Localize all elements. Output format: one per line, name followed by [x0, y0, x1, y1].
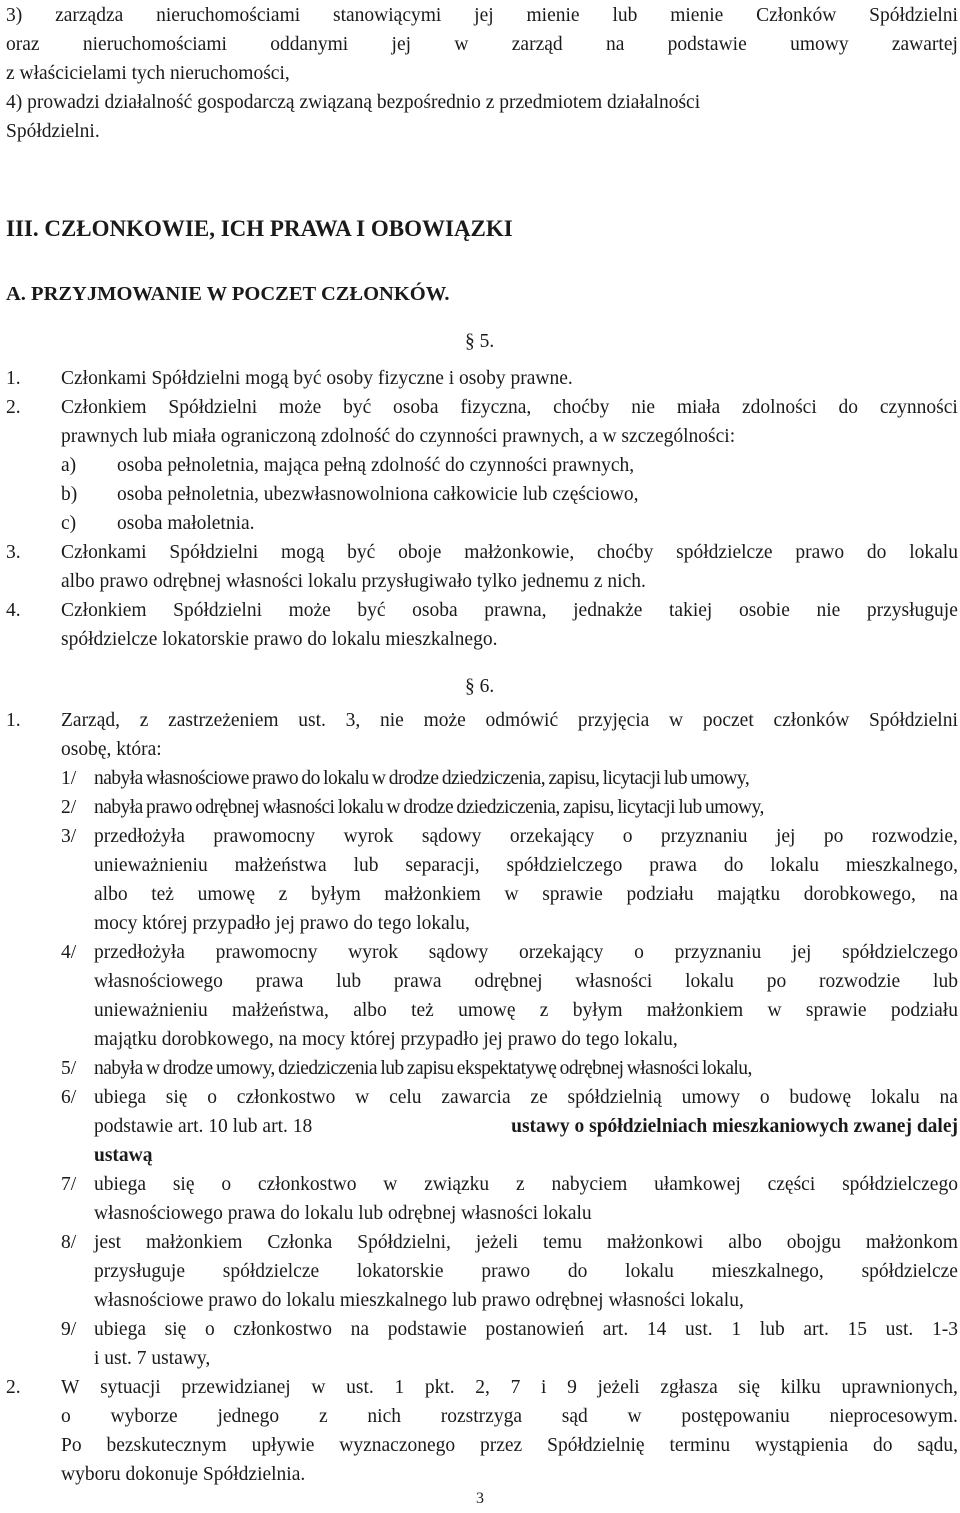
point-3-line-2	[6, 30, 958, 59]
word: nieprocesowym.	[829, 1406, 958, 1427]
word: Członkiem	[61, 600, 147, 621]
word: małżeństwa	[234, 855, 327, 876]
p6-sub-8-line-1	[94, 1228, 958, 1257]
p5-item-3-line-2: albo prawo odrębnej własności lokalu przysługiwało tylko jednemu z nich.	[61, 571, 646, 592]
word: Członkiem	[61, 397, 147, 418]
word: z	[539, 1000, 549, 1021]
p6-sub-2-text: nabyła prawo odrębnej własności lokalu w drodze dziedziczenia, zapisu, licytacji lub umowy,	[94, 797, 764, 818]
chapter-heading: III. CZŁONKOWIE, ICH PRAWA I OBOWIĄZKI	[6, 216, 513, 241]
p6-sub-5-number: 5/	[61, 1058, 77, 1079]
word: małżonkowi	[606, 1232, 704, 1253]
point-4-line-1: 4) prowadzi działalność gospodarczą związaną bezpośrednio z przedmiotem działalności	[6, 92, 701, 113]
word: członków	[773, 710, 850, 731]
p6-sub-8-line-3: własnościowe prawo do lokalu mieszkalnego lub prawo odrębnej własności lokalu,	[94, 1290, 744, 1311]
p5-sub-c-label: c)	[61, 513, 77, 534]
word: przyjęcia	[577, 710, 650, 731]
p6-sub-8-line-2	[94, 1257, 958, 1286]
word: Spółdzielni	[169, 542, 259, 563]
word: po	[823, 826, 844, 847]
word: Członków	[756, 5, 837, 26]
word: o	[622, 826, 633, 847]
word: spółdzielnią	[567, 1087, 662, 1108]
word: obojgu	[786, 1232, 841, 1253]
word: art.	[602, 1319, 629, 1340]
word: Członka	[267, 1232, 333, 1253]
word: przez	[480, 1435, 523, 1456]
word: miała	[676, 397, 721, 418]
word: własności	[575, 971, 653, 992]
word: z	[516, 1174, 525, 1195]
word: prawomocny	[215, 942, 318, 963]
word: jej	[791, 942, 812, 963]
word: postępowaniu	[681, 1406, 790, 1427]
word: osoba	[412, 600, 458, 621]
word: związku	[424, 1174, 490, 1195]
word: 1	[731, 1319, 742, 1340]
word: do	[567, 1261, 588, 1282]
word: spółdzielcze	[222, 1261, 320, 1282]
word: wyrok	[343, 826, 394, 847]
word: nich	[367, 1406, 401, 1427]
word: oraz	[6, 34, 40, 55]
word: być	[357, 600, 386, 621]
word: Spółdzielni	[869, 5, 958, 26]
word: rozwodzie,	[871, 826, 958, 847]
word: Spółdzielni,	[357, 1232, 451, 1253]
word: nieruchomościami	[82, 34, 227, 55]
word: z	[139, 710, 149, 731]
word: Spółdzielni	[168, 397, 258, 418]
word: o	[221, 1174, 232, 1195]
word: mienie	[670, 5, 724, 26]
paragraph-5-mark: § 5.	[465, 331, 495, 352]
p6-item-2-line-2	[61, 1402, 958, 1431]
word: majątku	[717, 884, 781, 905]
section-heading: A. PRZYJMOWANIE W POCZET CZŁONKÓW.	[6, 283, 450, 305]
word: ubiega	[94, 1087, 146, 1108]
word: przedłożyła	[94, 826, 185, 847]
word: orzekający	[509, 826, 595, 847]
p6-sub-3-line-3	[94, 880, 958, 909]
word: też	[411, 1000, 434, 1021]
p6-sub-9-line-2: i ust. 7 ustawy,	[94, 1348, 211, 1369]
word: lokalu	[770, 855, 819, 876]
word: poczet	[702, 710, 754, 731]
word: też	[151, 884, 174, 905]
word: rozstrzyga	[440, 1406, 522, 1427]
p5-item-2-line-2: prawnych lub miała ograniczoną zdolność do czynności prawnych, a w szczególności:	[61, 426, 736, 447]
word: z	[318, 1406, 328, 1427]
word: może	[279, 397, 322, 418]
p5-item-4-line-2: spółdzielcze lokatorskie prawo do lokalu mieszkalnego.	[61, 629, 498, 650]
word: sprawie	[542, 884, 603, 905]
word: małżonkom	[865, 1232, 958, 1253]
p6-item-1-number: 1.	[6, 710, 21, 731]
p5-sub-b-text: osoba pełnoletnia, ubezwłasnowolniona całkowicie lub częściowo,	[117, 484, 639, 505]
word: członkostwo	[233, 1319, 332, 1340]
word: na	[605, 34, 625, 55]
word: zgłasza	[660, 1377, 718, 1398]
word: jest	[94, 1232, 122, 1253]
word: 1	[394, 1377, 405, 1398]
word: o	[207, 1087, 217, 1108]
word: budowę	[789, 1087, 852, 1108]
word: mieszkalnego,	[845, 855, 958, 876]
word: lokatorskie	[356, 1261, 444, 1282]
word: osoba	[393, 397, 439, 418]
word: odmówić	[485, 710, 559, 731]
p6-sub-1-text: nabyła własnościowe prawo do lokalu w drodze dziedziczenia, zapisu, licytacji lub umowy,	[94, 768, 750, 789]
word: nie	[380, 710, 404, 731]
word: spółdzielczego	[842, 1174, 958, 1195]
word: do	[866, 542, 887, 563]
word: sądu,	[917, 1435, 958, 1456]
point-3-line-1	[6, 1, 958, 30]
p6-sub-3-line-4: mocy której przypadło jej prawo do tego lokalu,	[94, 913, 470, 934]
word: przyznaniu	[660, 826, 748, 847]
word: prawo	[481, 1261, 531, 1282]
word: zawartej	[891, 34, 958, 55]
word: separacji,	[405, 855, 480, 876]
word: celu	[389, 1087, 422, 1108]
word: postanowień	[485, 1319, 585, 1340]
word: terminu	[669, 1435, 731, 1456]
word: w	[767, 1000, 782, 1021]
word: przysługuje	[94, 1261, 185, 1282]
p5-item-1-number: 1.	[6, 368, 21, 389]
word: kilku	[780, 1377, 821, 1398]
word: mienie	[526, 5, 580, 26]
word: małżonkiem	[646, 1000, 744, 1021]
p6-sub-6-number: 6/	[61, 1087, 77, 1108]
word: prawa	[393, 971, 442, 992]
word: być	[343, 397, 372, 418]
p5-item-4-line-1	[61, 596, 958, 625]
word: osobie	[738, 600, 790, 621]
p5-sub-b-label: b)	[61, 484, 78, 505]
word: po	[766, 971, 787, 992]
p6-item-2-line-1	[61, 1373, 958, 1402]
word: o	[61, 1406, 71, 1427]
statute-reference: ustawy o spółdzielniach mieszkaniowych zwanej dalej	[511, 1116, 958, 1137]
word: na	[350, 1319, 370, 1340]
word: 1-3	[931, 1319, 958, 1340]
word: prawa	[255, 971, 304, 992]
word: zarząd	[511, 34, 563, 55]
word: jej	[775, 826, 796, 847]
point-4-line-2: Spółdzielni.	[6, 121, 100, 142]
word: odrębnej	[474, 971, 543, 992]
word: do	[723, 855, 744, 876]
word: na	[939, 884, 958, 905]
word: ust.	[885, 1319, 914, 1340]
word: orzekający	[518, 942, 604, 963]
p6-sub-4-line-2	[94, 967, 958, 996]
word: fizyczna,	[460, 397, 532, 418]
word: o	[205, 1319, 215, 1340]
word: nie	[816, 600, 841, 621]
word: umowę	[197, 884, 255, 905]
p6-sub-9-number: 9/	[61, 1319, 77, 1340]
p6-sub-4-line-4: majątku dorobkowego, na mocy której przypadło jej prawo do tego lokalu,	[94, 1029, 678, 1050]
word: zdolności	[742, 397, 817, 418]
word: 3)	[6, 5, 23, 26]
word: wyrok	[348, 942, 398, 963]
word: członkostwo	[257, 1174, 357, 1195]
word: się	[172, 1174, 195, 1195]
word: lokalu	[625, 1261, 674, 1282]
word: pkt.	[424, 1377, 455, 1398]
p6-sub-4-line-1	[94, 938, 958, 967]
p5-item-2-line-1	[61, 393, 958, 422]
word: sprawie	[805, 1000, 867, 1021]
word: do	[838, 397, 859, 418]
word: art.	[803, 1319, 829, 1340]
word: uprawnionych,	[841, 1377, 958, 1398]
p6-item-1-line-2: osobę, która:	[61, 739, 162, 760]
word: Spółdzielni	[869, 710, 958, 731]
word: Po	[61, 1435, 82, 1456]
word: bezskutecznym	[106, 1435, 227, 1456]
word: w	[311, 1377, 326, 1398]
word: albo	[728, 1232, 762, 1253]
p5-item-1-text: Członkami Spółdzielni mogą być osoby fizyczne i osoby prawne.	[61, 368, 573, 389]
word: się	[164, 1319, 187, 1340]
p5-sub-a-label: a)	[61, 455, 77, 476]
word: nieruchomościami	[156, 5, 301, 26]
word: byłym	[310, 884, 361, 905]
word: w	[383, 1174, 398, 1195]
word: 15	[847, 1319, 867, 1340]
word: jej	[474, 5, 494, 26]
word: jeżeli	[597, 1377, 640, 1398]
p6-sub-3-number: 3/	[61, 826, 77, 847]
word: małżeństwa,	[232, 1000, 329, 1021]
word: w	[355, 1087, 370, 1108]
word: zastrzeżeniem	[168, 710, 279, 731]
word: sądowy	[421, 826, 482, 847]
p6-sub-7-line-2: własnościowego prawa do lokalu lub odrębnej własności lokalu	[94, 1203, 592, 1224]
word: W	[61, 1377, 80, 1398]
p6-sub-6-line-2: podstawie art. 10 lub art. 18 ustawy o spółdzielniach mieszkaniowych zwanej dalej	[94, 1112, 958, 1141]
word: na	[939, 1087, 958, 1108]
word: wyborze	[110, 1406, 178, 1427]
p5-item-3-number: 3.	[6, 542, 21, 563]
word: unieważnieniu	[94, 1000, 208, 1021]
word: w	[669, 710, 684, 731]
word: mieszkalnego,	[711, 1261, 824, 1282]
word: części	[767, 1174, 816, 1195]
p6-item-2-line-4: wyboru dokonuje Spółdzielnia.	[61, 1464, 306, 1485]
word: w	[454, 34, 469, 55]
word: jednego	[217, 1406, 280, 1427]
word: ust.	[685, 1319, 713, 1340]
word: ubiega	[94, 1319, 146, 1340]
word: małżonkowie,	[464, 542, 575, 563]
word: jednakże	[573, 600, 643, 621]
word: podstawie	[667, 34, 747, 55]
paragraph-6-mark: § 6.	[465, 676, 495, 697]
word: podziału	[626, 884, 694, 905]
word: małżonkiem	[146, 1232, 243, 1253]
word: umowy	[790, 34, 849, 55]
word: ubiega	[94, 1174, 146, 1195]
word: lokalu	[685, 971, 734, 992]
word: Zarząd,	[61, 710, 120, 731]
word: 14	[646, 1319, 667, 1340]
word: nie	[631, 397, 656, 418]
word: przysługuje	[866, 600, 958, 621]
word: takiej	[669, 600, 713, 621]
word: się	[738, 1377, 761, 1398]
p6-sub-6-line-1	[94, 1083, 958, 1112]
word: o	[759, 1087, 770, 1108]
word: w	[504, 884, 519, 905]
word: się	[165, 1087, 188, 1108]
word: stanowiącymi	[333, 5, 442, 26]
p5-item-2-number: 2.	[6, 397, 21, 418]
word: spółdzielczego	[506, 855, 623, 876]
word: sądowy	[428, 942, 489, 963]
word: umowy	[681, 1087, 741, 1108]
word: spółdzielcze	[676, 542, 773, 563]
word: nabyciem	[551, 1174, 628, 1195]
word: być	[347, 542, 376, 563]
p6-item-1-line-1	[61, 706, 958, 735]
word: choćby	[597, 542, 654, 563]
word: albo	[353, 1000, 387, 1021]
word: z	[278, 884, 288, 905]
word: unieważnieniu	[94, 855, 208, 876]
word: przedłożyła	[94, 942, 185, 963]
word: oboje	[398, 542, 442, 563]
p6-sub-5-text: nabyła w drodze umowy, dziedziczenia lub zapisu ekspektatywę odrębnej własności lokalu,	[94, 1058, 752, 1079]
word: o	[634, 942, 644, 963]
word: małżonkiem	[384, 884, 481, 905]
word: wyznaczonego	[339, 1435, 456, 1456]
word: w	[627, 1406, 642, 1427]
word: ust.	[298, 710, 326, 731]
word: jeżeli	[475, 1232, 519, 1253]
word: ust.	[346, 1377, 374, 1398]
word: lub	[933, 971, 958, 992]
word: jej	[391, 34, 412, 55]
p6-item-2-line-3	[61, 1431, 958, 1460]
p5-item-3-line-1	[61, 538, 958, 567]
word: sytuacji	[100, 1377, 161, 1398]
word: oddanymi	[270, 34, 349, 55]
word: lub	[612, 5, 638, 26]
word: lub	[353, 855, 379, 876]
word: spółdzielcze	[861, 1261, 958, 1282]
word: może	[423, 710, 466, 731]
p6-sub-7-line-1	[94, 1170, 958, 1199]
p6-sub-6-line-3: ustawą	[94, 1145, 153, 1166]
p6-sub-9-line-1	[94, 1315, 958, 1344]
word: ułamkowej	[654, 1174, 741, 1195]
word: prawna,	[484, 600, 547, 621]
p5-item-4-number: 4.	[6, 600, 21, 621]
point-3-line-3: z właścicielami tych nieruchomości,	[6, 63, 290, 84]
word: rozwodzie	[819, 971, 901, 992]
word: albo	[94, 884, 128, 905]
word: lokalu	[870, 1087, 920, 1108]
p6-sub-7-number: 7/	[61, 1174, 77, 1195]
word: może	[288, 600, 331, 621]
word: upływie	[251, 1435, 315, 1456]
word: 9	[567, 1377, 577, 1398]
p6-sub-3-line-2	[94, 851, 958, 880]
word: Spółdzielnię	[547, 1435, 645, 1456]
word: wystąpienia	[754, 1435, 849, 1456]
word: sąd	[561, 1406, 588, 1427]
word: przyznaniu	[674, 942, 762, 963]
word: czynności	[879, 397, 958, 418]
word: zarządza	[55, 5, 124, 26]
word: lub	[759, 1319, 785, 1340]
word: umowę	[458, 1000, 516, 1021]
p6-sub-3-line-1	[94, 822, 958, 851]
word: byłym	[572, 1000, 623, 1021]
word: lub	[336, 971, 362, 992]
p6-sub-2-number: 2/	[61, 797, 77, 818]
word: prawa	[649, 855, 697, 876]
p6-sub-1-number: 1/	[61, 768, 77, 789]
p6-item-2-number: 2.	[6, 1377, 21, 1398]
word: 3,	[345, 710, 361, 731]
p5-sub-a-text: osoba pełnoletnia, mająca pełną zdolność do czynności prawnych,	[117, 455, 635, 476]
word: przewidzianej	[181, 1377, 291, 1398]
word: ze	[530, 1087, 548, 1108]
word: choćby	[553, 397, 610, 418]
word: do	[873, 1435, 893, 1456]
word: temu	[543, 1232, 582, 1253]
word: własnościowego	[94, 971, 223, 992]
p6-sub-4-number: 4/	[61, 942, 77, 963]
page-number: 3	[476, 1490, 484, 1507]
p6-sub-4-line-3	[94, 996, 958, 1025]
p5-sub-c-text: osoba małoletnia.	[117, 513, 255, 534]
word: członkostwo	[236, 1087, 336, 1108]
word: 7	[510, 1377, 521, 1398]
word: 2,	[475, 1377, 490, 1398]
word: prawomocny	[213, 826, 316, 847]
word: Członkami	[61, 542, 147, 563]
word: zawarcia	[441, 1087, 511, 1108]
p6-sub-8-number: 8/	[61, 1232, 77, 1253]
word: Spółdzielni	[173, 600, 262, 621]
word: podziału	[890, 1000, 958, 1021]
word: spółdzielczego	[842, 942, 958, 963]
word: podstawie	[387, 1319, 467, 1340]
word: mogą	[281, 542, 325, 563]
word: dorobkowego,	[803, 884, 916, 905]
word: i	[540, 1377, 547, 1398]
word: prawo	[795, 542, 845, 563]
word: lokalu	[909, 542, 958, 563]
